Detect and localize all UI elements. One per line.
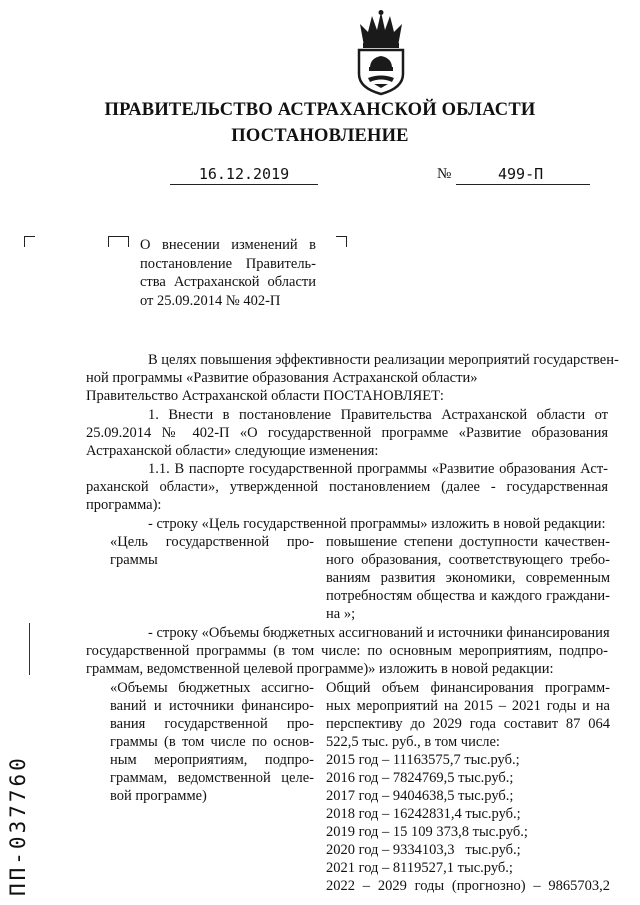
table-cell-right: перспективу до 2029 года составит 87 064 bbox=[326, 716, 610, 732]
table-cell-left: ным мероприятиям, подпро- bbox=[110, 752, 314, 768]
table-cell-left: граммы bbox=[110, 552, 158, 568]
funding-year-line: 2018 год – 16242831,4 тыс.руб.; bbox=[326, 806, 521, 822]
table-cell-right: на »; bbox=[326, 606, 356, 622]
body-line: граммам, ведомственной целевой программе)» изложить в новой редакции: bbox=[86, 661, 554, 677]
table-cell-right: 522,5 тыс. руб., в том числе: bbox=[326, 734, 500, 750]
subject-line: от 25.09.2014 № 402-П bbox=[140, 292, 281, 309]
body-line: Правительство Астраханской области ПОСТАНОВЛЯЕТ: bbox=[86, 388, 444, 404]
table-cell-right: потребностям общества и каждого граждани- bbox=[326, 588, 610, 604]
document-subject bbox=[140, 236, 316, 310]
body-line: 1. Внести в постановление Правительства Астраханской области от bbox=[148, 407, 608, 423]
table-cell-left: «Объемы бюджетных ассигно- bbox=[110, 680, 314, 696]
table-cell-left: «Цель государственной про- bbox=[110, 534, 314, 550]
document-type-title: ПОСТАНОВЛЕНИЕ bbox=[231, 126, 409, 146]
body-line: - строку «Объемы бюджетных ассигнований и источники финансирования bbox=[148, 625, 610, 641]
funding-year-line: 2016 год – 7824769,5 тыс.руб.; bbox=[326, 770, 514, 786]
corner-mark-subject-right bbox=[336, 236, 347, 247]
body-line: В целях повышения эффективности реализации мероприятий государствен- bbox=[148, 352, 619, 368]
body-line: государственной программы (в том числе: по основным мероприятиям, подпро- bbox=[86, 643, 608, 659]
funding-year-line: 2017 год – 9404638,5 тыс.руб.; bbox=[326, 788, 514, 804]
corner-mark-left bbox=[24, 236, 35, 247]
margin-stamp-number: ПП-037760 bbox=[6, 755, 30, 896]
document-date: 16.12.2019 bbox=[170, 164, 318, 185]
subject-line: ства Астраханской области bbox=[140, 274, 316, 290]
table-cell-left: ваний и источники финансиро- bbox=[110, 698, 314, 714]
funding-year-line: 2019 год – 15 109 373,8 тыс.руб.; bbox=[326, 824, 528, 840]
table-cell-left: граммам, ведомственной целе- bbox=[110, 770, 314, 786]
document-number: 499-П bbox=[456, 164, 590, 185]
number-sign: № bbox=[437, 166, 452, 182]
table-cell-left: вания государственной про- bbox=[110, 716, 314, 732]
table-cell-right: ного образования, соответствующего требо- bbox=[326, 552, 610, 568]
table-cell-right: Общий объем финансирования программ- bbox=[326, 680, 610, 696]
body-line: раханской области», утвержденной постановлением (далее - государственная bbox=[86, 479, 608, 495]
table-cell-right: ных мероприятий на 2015 – 2021 годы и на bbox=[326, 698, 610, 714]
body-line: ной программы «Развитие образования Астраханской области» bbox=[86, 370, 478, 386]
subject-line: постановление Правитель- bbox=[140, 255, 316, 272]
corner-mark-subject-inner bbox=[118, 236, 129, 247]
margin-bar bbox=[29, 623, 30, 675]
funding-year-line: 2020 год – 9334103,3 тыс.руб.; bbox=[326, 842, 521, 858]
funding-year-line: 2022 – 2029 годы (прогнозно) – 9865703,2 bbox=[326, 878, 610, 894]
funding-year-line: 2015 год – 11163575,7 тыс.руб.; bbox=[326, 752, 520, 768]
coat-of-arms-emblem bbox=[346, 10, 416, 96]
funding-year-line: 2021 год – 8119527,1 тыс.руб.; bbox=[326, 860, 513, 876]
body-line: 25.09.2014 № 402-П «О государственной программе «Развитие образования bbox=[86, 425, 608, 441]
body-line: 1.1. В паспорте государственной программы «Развитие образования Аст- bbox=[148, 461, 608, 477]
table-cell-right: ваниям развития экономики, современным bbox=[326, 570, 610, 586]
subject-line: О внесении изменений в bbox=[140, 237, 316, 253]
table-cell-left: вой программе) bbox=[110, 788, 207, 804]
body-line: - строку «Цель государственной программы» изложить в новой редакции: bbox=[148, 516, 606, 532]
table-cell-left: граммы (в том числе по основ- bbox=[110, 734, 314, 750]
table-cell-right: повышение степени доступности качествен- bbox=[326, 534, 610, 550]
body-line: программа): bbox=[86, 497, 162, 513]
org-title: ПРАВИТЕЛЬСТВО АСТРАХАНСКОЙ ОБЛАСТИ bbox=[104, 100, 536, 120]
body-line: Астраханской области» следующие изменения: bbox=[86, 443, 379, 459]
